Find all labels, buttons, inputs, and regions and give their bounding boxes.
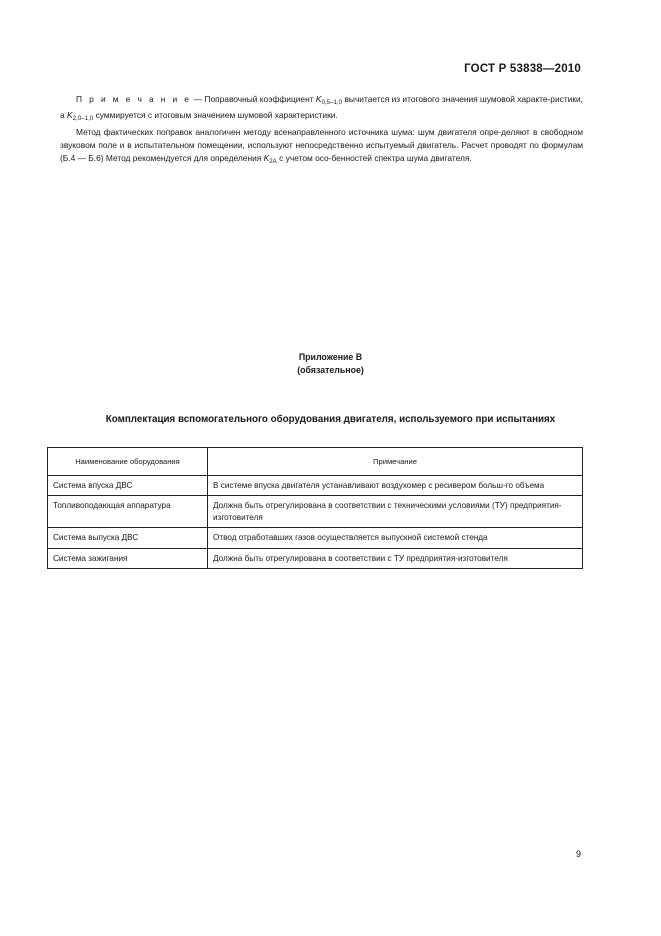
table-row — [48, 496, 583, 528]
method-text-1: Метод фактических поправок аналогичен методу всенаправленного источника шума: шум двигателя опре-деляют в свободном звуковом поле и в испытательном помещении, используют непосредственно испытуемый двигатель. Расчет проводят по формулам (Б.4 — Б.6) Метод рекомендуется для определения — [60, 127, 583, 164]
k2-subscript: 2,0–1,0 — [72, 115, 94, 123]
equipment-note-cell: Должна быть отрегулирована в соответствии с техническими условиями (ТУ) предприятия-изготовителя — [208, 496, 583, 528]
note-text-1: — Поправочный коэффициент — [191, 94, 316, 104]
equipment-name-cell: Система выпуска ДВС — [48, 528, 208, 548]
table-header-row — [48, 448, 583, 476]
table-title: Комплектация вспомогательного оборудования двигателя, используемого при испытаниях — [105, 414, 556, 425]
note-label: П р и м е ч а н и е — [76, 94, 192, 104]
table-row — [48, 476, 583, 496]
note-text-3: суммируется с итоговым значением шумовой характеристики. — [93, 110, 338, 121]
document-id: ГОСТ Р 53838—2010 — [464, 63, 581, 75]
equipment-note-cell: Отвод отработавших газов осуществляется выпускной системой стенда — [208, 528, 583, 548]
appendix-status: (обязательное) — [297, 365, 364, 375]
table-row — [48, 548, 583, 568]
table-row — [48, 528, 583, 548]
equipment-note-cell: Должна быть отрегулирована в соответствии с ТУ предприятия-изготовителя — [208, 548, 583, 568]
equipment-table — [47, 447, 583, 569]
note-text-2: вычитается из итогового значения шумовой характе-ристики, а — [60, 94, 584, 121]
page-number: 9 — [575, 849, 581, 859]
k2a-subscript: 2A — [269, 158, 277, 166]
k2-symbol: K — [67, 110, 73, 121]
note-paragraph — [60, 93, 583, 125]
k2a-symbol: K — [263, 153, 270, 164]
k1-subscript: 0,5–1,0 — [321, 99, 343, 106]
k1-symbol: K — [315, 94, 322, 104]
equipment-name-cell: Система зажигания — [48, 548, 208, 568]
method-text-2: с учетом осо-бенностей спектра шума двигателя. — [276, 153, 472, 164]
equipment-note-cell: В системе впуска двигателя устанавливают воздухомер с ресивером больш-го объема — [208, 476, 583, 496]
header-note: Примечание — [208, 448, 583, 476]
equipment-name-cell: Система впуска ДВС — [48, 476, 208, 496]
header-equipment-name: Наименование оборудования — [48, 448, 208, 476]
method-paragraph — [60, 126, 583, 169]
equipment-name-cell: Топливоподающая аппаратура — [48, 496, 208, 528]
appendix-title: Приложение В — [298, 352, 363, 362]
